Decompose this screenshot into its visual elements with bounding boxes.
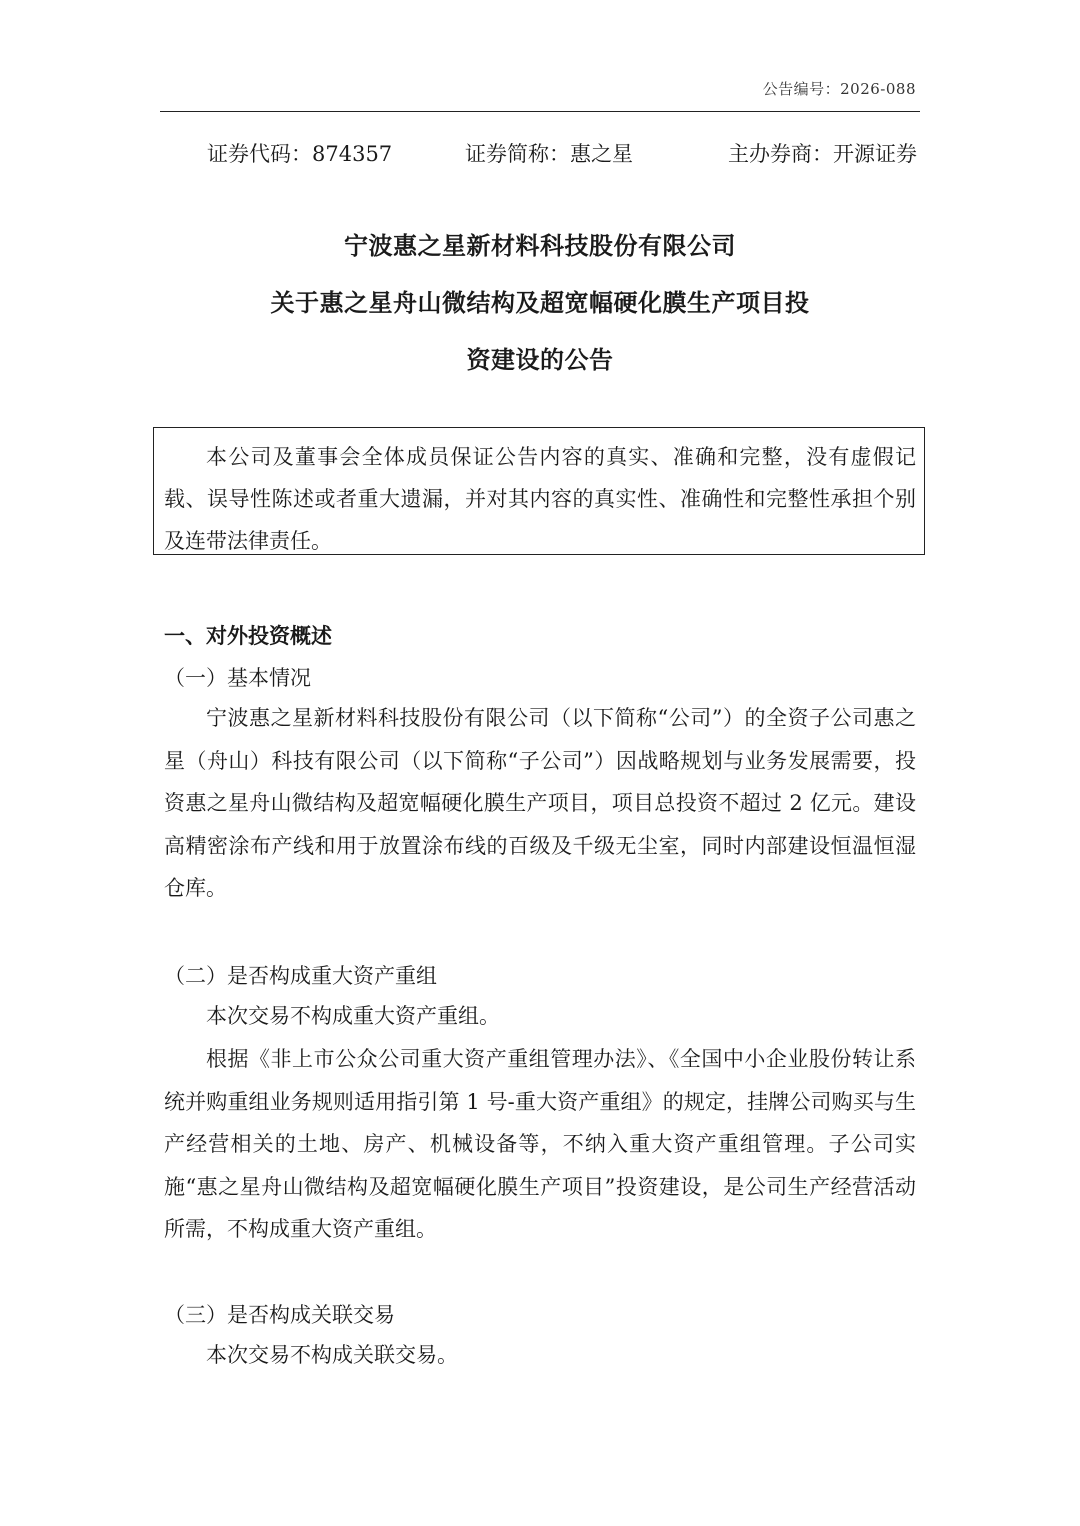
paragraph-restructuring-basis: 根据《非上市公众公司重大资产重组管理办法》、《全国中小企业股份转让系统并购重组业务规则适用指引第 1 号-重大资产重组》的规定，挂牌公司购买与生产经营相关的土地、房产、机械设备等，不纳入重大资产重组管理。子公司实施“惠之星舟山微结构及超宽幅硬化膜生产项目”投资建设，是公司生产经营活动所需，不构成重大资产重组。 [164, 1047, 916, 1241]
disclaimer-text: 本公司及董事会全体成员保证公告内容的真实、准确和完整，没有虚假记载、误导性陈述或者重大遗漏，并对其内容的真实性、准确性和完整性承担个别及连带法律责任。 [164, 445, 916, 553]
lead-broker: 主办券商：开源证券 [728, 142, 917, 166]
securities-code: 证券代码：874357 [207, 142, 393, 166]
section-heading-investment-overview: 一、对外投资概述 [164, 623, 332, 648]
announcement-number: 公告编号：2026-088 [762, 80, 916, 98]
subsection-heading-basic-info: （一）基本情况 [164, 666, 311, 690]
subsection-heading-related-transaction: （三）是否构成关联交易 [164, 1303, 395, 1327]
paragraph-basic-info: 宁波惠之星新材料科技股份有限公司（以下简称“公司”）的全资子公司惠之星（舟山）科技有限公司（以下简称“子公司”）因战略规划与业务发展需要，投资惠之星舟山微结构及超宽幅硬化膜生产项目，项目总投资不超过 2 亿元。建设高精密涂布产线和用于放置涂布线的百级及千级无尘室，同时内部建设恒温恒湿仓库。 [164, 706, 916, 900]
title-company: 宁波惠之星新材料科技股份有限公司 [344, 231, 736, 260]
paragraph-restructuring-conclusion: 本次交易不构成重大资产重组。 [206, 1004, 500, 1028]
title-subject-line2: 资建设的公告 [466, 345, 614, 374]
header-divider [160, 111, 920, 112]
securities-abbreviation: 证券简称：惠之星 [465, 142, 633, 166]
title-subject-line1: 关于惠之星舟山微结构及超宽幅硬化膜生产项目投 [270, 288, 810, 317]
securities-info-row [207, 138, 917, 168]
disclaimer-box [153, 427, 925, 555]
subsection-heading-major-restructuring: （二）是否构成重大资产重组 [164, 964, 437, 988]
paragraph-related-transaction: 本次交易不构成关联交易。 [206, 1343, 458, 1367]
